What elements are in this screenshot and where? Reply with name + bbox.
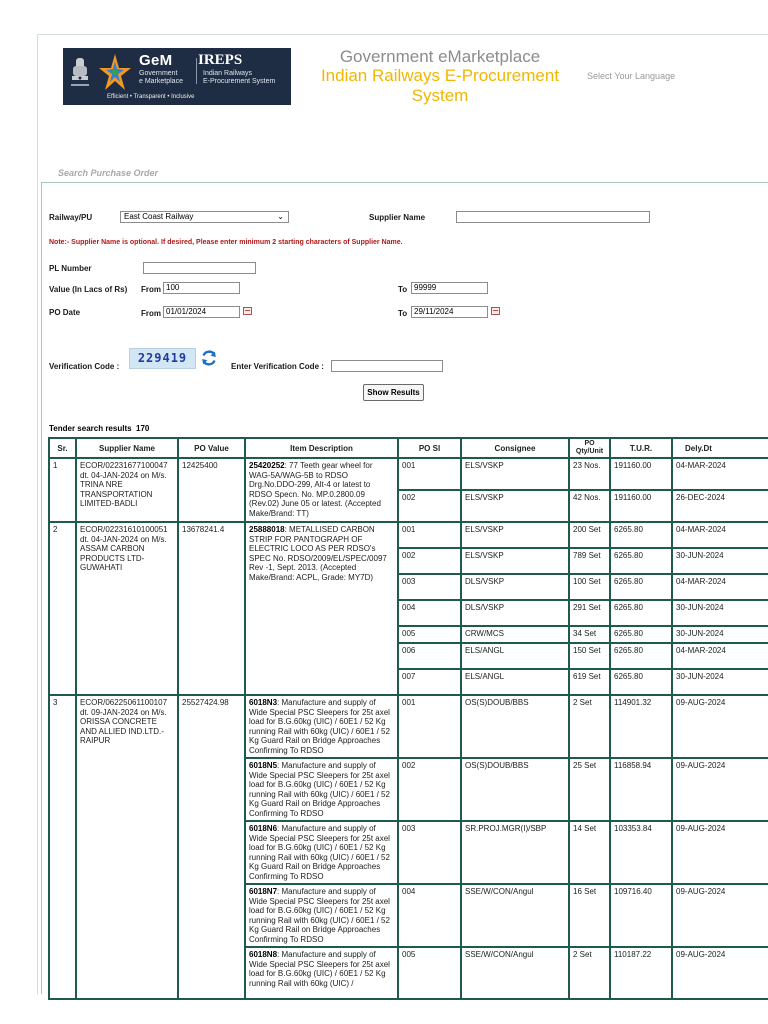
po-sl-cell: 005 [398, 947, 461, 999]
consignee-cell: DLS/VSKP [461, 600, 569, 626]
supplier-name-input[interactable] [456, 211, 650, 223]
po-sl-cell: 002 [398, 548, 461, 574]
railway-select[interactable]: East Coast Railway ⌄ [120, 211, 289, 223]
consignee-cell: ELS/VSKP [461, 522, 569, 548]
logo-divider [196, 58, 197, 84]
tur-cell: 6265.80 [610, 643, 672, 669]
refresh-icon[interactable] [200, 349, 218, 367]
dely-dt-cell: 30-JUN-2024 [672, 548, 768, 574]
col-header-po-value: PO Value [178, 438, 245, 458]
dely-dt-cell: 09-AUG-2024 [672, 947, 768, 999]
language-selector[interactable]: Select Your Language [587, 71, 676, 81]
dely-dt-cell: 30-JUN-2024 [672, 669, 768, 695]
tur-cell: 191160.00 [610, 458, 672, 490]
qty-cell: 150 Set [569, 643, 610, 669]
po-sl-cell: 005 [398, 626, 461, 643]
verification-label: Verification Code : [49, 362, 120, 371]
date-to-input[interactable]: 29/11/2024 [411, 306, 488, 318]
po-sl-cell: 004 [398, 600, 461, 626]
item-description-cell: 6018N6: Manufacture and supply of Wide Special PSC Sleepers for 25t axel load for B.G.60kg (UIC) / 60E1 / 52 Kg running Rail with 60kg (UIC) / 60E1 / 52 Kg Guard Rail on Bridge Approaches Confirming To RDSO [245, 821, 398, 884]
tur-cell: 109716.40 [610, 884, 672, 947]
po-sl-cell: 006 [398, 643, 461, 669]
page-frame-top [37, 34, 768, 35]
po-date-label: PO Date [49, 308, 81, 317]
po-sl-cell: 001 [398, 695, 461, 758]
po-value-cell: 12425400 [178, 458, 245, 522]
consignee-cell: OS(S)DOUB/BBS [461, 695, 569, 758]
value-from-label: From [141, 285, 161, 294]
col-header-po-qty: PO Qty/Unit [569, 438, 610, 458]
show-results-button[interactable]: Show Results [363, 384, 424, 401]
gem-wordmark: GeM [139, 52, 173, 69]
po-sl-cell: 002 [398, 758, 461, 821]
dely-dt-cell: 26-DEC-2024 [672, 490, 768, 522]
dely-dt-cell: 09-AUG-2024 [672, 758, 768, 821]
dely-dt-cell: 04-MAR-2024 [672, 522, 768, 548]
site-title: Government eMarketplace [339, 47, 541, 66]
item-description-cell: 6018N8: Manufacture and supply of Wide Special PSC Sleepers for 25t axel load for B.G.60kg (UIC) / 60E1 / 52 Kg running Rail with 60kg (UIC) / [245, 947, 398, 999]
results-table [48, 437, 768, 1000]
po-sl-cell: 001 [398, 522, 461, 548]
value-from-input[interactable]: 100 [163, 282, 240, 294]
calendar-icon[interactable] [243, 307, 252, 315]
logo-tagline: Efficient • Transparent • Inclusive [107, 94, 195, 100]
gem-subtitle: Government e Marketplace [139, 70, 183, 85]
item-description-cell: 6018N7: Manufacture and supply of Wide Special PSC Sleepers for 25t axel load for B.G.60kg (UIC) / 60E1 / 52 Kg running Rail with 60kg (UIC) / 60E1 / 52 Kg Guard Rail on Bridge Approaches Confirming To RDSO [245, 884, 398, 947]
po-sl-cell: 001 [398, 458, 461, 490]
dely-dt-cell: 04-MAR-2024 [672, 574, 768, 600]
consignee-cell: CRW/MCS [461, 626, 569, 643]
date-from-label: From [141, 309, 161, 318]
table-row [49, 522, 768, 548]
site-subtitle: Indian Railways E-Procurement System [320, 66, 560, 105]
col-header-item-description: Item Description [245, 438, 398, 458]
po-sl-cell: 004 [398, 884, 461, 947]
enter-verification-label: Enter Verification Code : [231, 362, 324, 371]
consignee-cell: SSE/W/CON/Angul [461, 947, 569, 999]
dely-dt-cell: 09-AUG-2024 [672, 884, 768, 947]
consignee-cell: ELS/VSKP [461, 458, 569, 490]
consignee-cell: ELS/ANGL [461, 669, 569, 695]
verification-code-input[interactable] [331, 360, 443, 372]
qty-cell: 2 Set [569, 695, 610, 758]
col-header-consignee: Consignee [461, 438, 569, 458]
supplier-label: Supplier Name [369, 213, 426, 222]
chevron-down-icon: ⌄ [277, 212, 284, 221]
item-description-cell: 25888018: METALLISED CARBON STRIP FOR PANTOGRAPH OF ELECTRIC LOCO AS PER RDSO's SPEC No. RDSO/2009/EL/SPEC/0097 Rev -1, Sept. 2013. (Accepted Make/Brand: ACPL, Grade: MY7D) [245, 522, 398, 695]
page-section-title: Search Purchase Order [58, 168, 159, 178]
tur-cell: 6265.80 [610, 548, 672, 574]
table-row [49, 695, 768, 758]
dely-dt-cell: 09-AUG-2024 [672, 821, 768, 884]
qty-cell: 16 Set [569, 884, 610, 947]
dely-dt-cell: 30-JUN-2024 [672, 600, 768, 626]
supplier-cell: ECOR/06225061100107 dt. 09-JAN-2024 on M/s. ORISSA CONCRETE AND ALLIED IND.LTD.-RAIPUR [76, 695, 178, 999]
consignee-cell: ELS/ANGL [461, 643, 569, 669]
dely-dt-cell: 04-MAR-2024 [672, 643, 768, 669]
tur-cell: 6265.80 [610, 522, 672, 548]
col-header-sr: Sr. [49, 438, 76, 458]
calendar-icon[interactable] [491, 307, 500, 315]
consignee-cell: SR.PROJ.MGR(I)/SBP [461, 821, 569, 884]
consignee-cell: OS(S)DOUB/BBS [461, 758, 569, 821]
table-row [49, 458, 768, 490]
tur-cell: 103353.84 [610, 821, 672, 884]
dely-dt-cell: 30-JUN-2024 [672, 626, 768, 643]
consignee-cell: ELS/VSKP [461, 490, 569, 522]
value-to-label: To [398, 285, 408, 294]
date-from-input[interactable]: 01/01/2024 [163, 306, 240, 318]
qty-cell: 789 Set [569, 548, 610, 574]
supplier-cell: ECOR/02231677100047 dt. 04-JAN-2024 on M/s. TRINA NRE TRANSPORTATION LIMITED-BADLI [76, 458, 178, 522]
qty-cell: 200 Set [569, 522, 610, 548]
qty-cell: 23 Nos. [569, 458, 610, 490]
value-label: Value (In Lacs of Rs) [49, 285, 128, 294]
col-header-supplier: Supplier Name [76, 438, 178, 458]
captcha-image: 229419 [129, 348, 196, 369]
railway-label: Railway/PU [49, 213, 93, 222]
po-sl-cell: 003 [398, 821, 461, 884]
supplier-note: Note:- Supplier Name is optional. If desired, Please enter minimum 2 starting characters of Supplier Name. [49, 239, 403, 246]
qty-cell: 25 Set [569, 758, 610, 821]
po-value-cell: 13678241.4 [178, 522, 245, 695]
item-description-cell: 6018N5: Manufacture and supply of Wide Special PSC Sleepers for 25t axel load for B.G.60kg (UIC) / 60E1 / 52 Kg running Rail with 60kg (UIC) / 60E1 / 52 Kg Guard Rail on Bridge Approaches Confirming To RDSO [245, 758, 398, 821]
qty-cell: 14 Set [569, 821, 610, 884]
item-description-cell: 25420252: 77 Teeth gear wheel for WAG-5A/WAG-5B to RDSO Drg.No.DDO-299, Alt-4 or latest to RDSO Specn. No. MP.0.2800.09 (Rev.02) June 05 or latest. (Accepted Make/Brand: TT) [245, 458, 398, 522]
col-header-dely-dt: Dely.Dt [672, 438, 768, 458]
date-to-label: To [398, 309, 408, 318]
tur-cell: 6265.80 [610, 626, 672, 643]
ireps-subtitle: Indian Railways E-Procurement System [203, 70, 276, 85]
sr-cell: 3 [49, 695, 76, 999]
consignee-cell: DLS/VSKP [461, 574, 569, 600]
star-logo-icon [97, 52, 133, 92]
sr-cell: 1 [49, 458, 76, 522]
consignee-cell: ELS/VSKP [461, 548, 569, 574]
pl-number-label: PL Number [49, 264, 92, 273]
po-sl-cell: 002 [398, 490, 461, 522]
po-value-cell: 25527424.98 [178, 695, 245, 999]
consignee-cell: SSE/W/CON/Angul [461, 884, 569, 947]
qty-cell: 291 Set [569, 600, 610, 626]
pl-number-input[interactable] [143, 262, 256, 274]
sr-cell: 2 [49, 522, 76, 695]
qty-cell: 34 Set [569, 626, 610, 643]
results-count: Tender search results 170 [49, 424, 150, 433]
page-frame-left [37, 34, 38, 994]
qty-cell: 619 Set [569, 669, 610, 695]
ireps-wordmark: IREPS [198, 52, 243, 68]
tur-cell: 110187.22 [610, 947, 672, 999]
col-header-tur: T.U.R. [610, 438, 672, 458]
qty-cell: 2 Set [569, 947, 610, 999]
po-sl-cell: 007 [398, 669, 461, 695]
tur-cell: 6265.80 [610, 669, 672, 695]
po-sl-cell: 003 [398, 574, 461, 600]
national-emblem-icon [67, 54, 93, 94]
col-header-po-sl: PO Sl [398, 438, 461, 458]
qty-cell: 42 Nos. [569, 490, 610, 522]
qty-cell: 100 Set [569, 574, 610, 600]
tur-cell: 6265.80 [610, 600, 672, 626]
item-description-cell: 6018N3: Manufacture and supply of Wide Special PSC Sleepers for 25t axel load for B.G.60kg (UIC) / 60E1 / 52 Kg running Rail with 60kg (UIC) / 60E1 / 52 Kg Guard Rail on Bridge Approaches Confirming To RDSO [245, 695, 398, 758]
gem-ireps-logo[interactable] [63, 48, 291, 105]
table-header-row [49, 438, 768, 458]
tur-cell: 6265.80 [610, 574, 672, 600]
tur-cell: 191160.00 [610, 490, 672, 522]
dely-dt-cell: 04-MAR-2024 [672, 458, 768, 490]
tur-cell: 114901.32 [610, 695, 672, 758]
supplier-cell: ECOR/02231610100051 dt. 04-JAN-2024 on M/s. ASSAM CARBON PRODUCTS LTD-GUWAHATI [76, 522, 178, 695]
value-to-input[interactable]: 99999 [411, 282, 488, 294]
dely-dt-cell: 09-AUG-2024 [672, 695, 768, 758]
tur-cell: 116858.94 [610, 758, 672, 821]
